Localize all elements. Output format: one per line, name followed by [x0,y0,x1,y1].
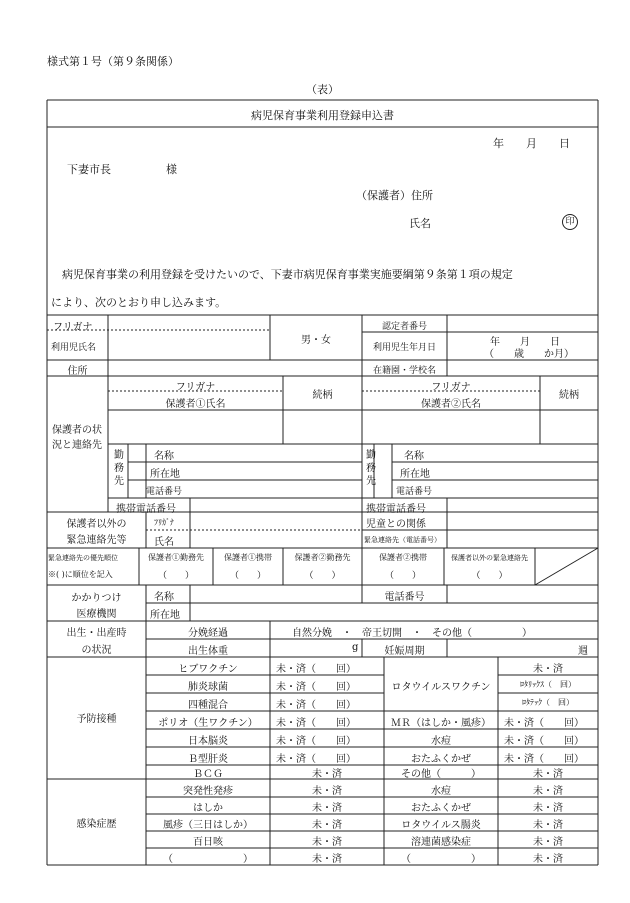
clinic-label-line1: かかりつけ [71,593,122,604]
vaccine-varicella: 水痘 [431,736,451,747]
clinic-name-label: 名称 [154,592,174,603]
child-address-label: 住所 [67,366,88,377]
cert-number-label: 認定者番号 [381,322,427,332]
guardian-address-label: （保護者）住所 [356,189,433,202]
vaccine-mr: ＭＲ（はしか・風疹） [391,718,491,729]
infection-roseola-status[interactable]: 未・済 [312,786,342,797]
vaccine-rota: ロタウイルスワクチン [391,682,491,693]
priority-item-guardian2-mobile: 保護者②携帯 [379,553,427,562]
application-body-line1: 病児保育事業の利用登録を受けたいので、下妻市病児保育事業実施要綱第９条第１項の規定 [51,268,513,281]
priority-paren-1[interactable]: （ ） [157,571,194,581]
infections-section-label: 感染症歴 [76,819,117,830]
child-sex[interactable]: 男・女 [301,335,331,346]
application-date: 年 月 日 [493,137,570,150]
emergency-furigana-label: ﾌﾘｶﾞﾅ [154,518,174,527]
guardian1-work-tel-label: 電話番号 [146,487,183,497]
priority-item-guardian2-work: 保護者②勤務先 [294,553,351,562]
infection-mumps-status[interactable]: 未・済 [533,803,563,814]
infection-rubella: 風疹（三日はしか） [163,820,253,831]
emergency-label-line2: 緊急連絡先等 [66,535,127,546]
infection-pertussis-status[interactable]: 未・済 [312,837,342,848]
infection-strep-status[interactable]: 未・済 [533,837,563,848]
vaccine-rotarix[interactable]: ﾛﾀﾘｯｸｽ（ 回） [520,680,576,689]
form-number: 様式第１号（第９条関係） [47,55,179,68]
gestation-unit: 週 [578,646,588,657]
guardian-section-label: 保護者の状況と連絡先 [52,425,102,451]
vaccine-varicella-status[interactable]: 未・済（ 回） [504,736,584,747]
child-birth-value[interactable]: 年 月 日 [490,337,560,348]
child-age-value[interactable]: （ 歳 か月） [484,349,574,360]
infection-varicella: 水痘 [431,786,451,797]
infection-strep: 溶連菌感染症 [411,837,471,848]
birth-label-line1: 出生・出産時 [66,628,127,639]
vaccine-hepb-status[interactable]: 未・済（ 回） [276,754,356,765]
vaccine-mr-status[interactable]: 未・済（ 回） [504,718,584,729]
vaccine-hepb: Ｂ型肝炎 [188,754,228,765]
vaccines-section-label: 予防接種 [76,714,117,725]
vaccine-rota-status[interactable]: 未・済 [533,664,563,675]
infection-rubella-status[interactable]: 未・済 [312,820,342,831]
birth-label-line2: の状況 [81,645,112,656]
guardian2-work-label: 勤務先 [366,450,376,487]
guardian2-work-tel-label: 電話番号 [396,487,433,497]
vaccine-polio: ポリオ（生ワクチン） [158,718,258,729]
vaccine-polio-status[interactable]: 未・済（ 回） [276,718,356,729]
infection-other-left[interactable]: （ ） [163,854,253,865]
guardian1-work-address-label: 所在地 [150,469,180,480]
vaccine-pneumococcal: 肺炎球菌 [188,682,228,693]
vaccine-pneumococcal-status[interactable]: 未・済（ 回） [276,682,356,693]
priority-paren-3[interactable]: （ ） [304,571,341,581]
vaccine-rotateq[interactable]: ﾛﾀﾃｯｸ（ 回） [522,698,574,707]
clinic-label-line2: 医療機関 [76,609,117,620]
infection-roseola: 突発性発疹 [183,786,233,797]
priority-label-line1: 緊急連絡先の優先順位 [48,554,118,562]
gestation-label: 妊娠周期 [384,646,425,657]
seal-mark: 印 [562,214,578,230]
guardian2-furigana-label: フリガナ [431,382,471,393]
birth-weight-label: 出生体重 [188,646,228,657]
guardian1-furigana-label: フリガナ [175,382,216,393]
vaccine-bcg: ＢＣＧ [193,769,223,780]
form-side: （表） [306,83,339,96]
school-label: 在籍園・学校名 [372,366,436,376]
infection-measles: はしか [193,803,223,814]
child-name-label: 利用児氏名 [51,343,97,353]
guardian2-relation-label: 続柄 [559,390,579,401]
guardian1-name-label: 保護者①氏名 [165,399,226,410]
infection-other-right-status[interactable]: 未・済 [533,854,563,865]
child-furigana-label: フリガナ [53,322,93,333]
vaccine-hib-status[interactable]: 未・済（ 回） [276,664,356,675]
vaccine-bcg-status[interactable]: 未・済 [312,769,342,780]
emergency-relation-label: 児童との関係 [366,519,426,530]
guardian2-work-name-label: 名称 [404,451,424,462]
vaccine-dtp-ipv: 四種混合 [188,700,228,711]
delivery-options[interactable]: 自然分娩 ・ 帝王切開 ・ その他（ ） [292,628,532,639]
vaccine-mumps: おたふくかぜ [411,754,471,765]
emergency-name-label: 氏名 [154,537,174,548]
clinic-tel-label: 電話番号 [384,592,425,603]
infection-pertussis: 百日咳 [193,837,223,848]
guardian2-mobile-label: 携帯電話番号 [366,504,426,515]
priority-paren-5[interactable]: （ ） [471,571,508,581]
application-body-line2: により、次のとおり申し込みます。 [51,296,227,309]
infection-mumps: おたふくかぜ [411,803,471,814]
priority-paren-2[interactable]: （ ） [229,571,266,581]
infection-rota-status[interactable]: 未・済 [533,820,563,831]
infection-other-left-status[interactable]: 未・済 [312,854,342,865]
addressee-honorific: 様 [166,163,177,176]
child-birth-label: 利用児生年月日 [372,343,436,353]
priority-item-other-contact: 保護者以外の緊急連絡先 [451,554,528,562]
infection-other-right[interactable]: （ ） [401,854,481,865]
guardian2-name-label: 保護者②氏名 [421,399,481,410]
guardian2-work-address-label: 所在地 [400,469,430,480]
delivery-label: 分娩経過 [188,628,228,639]
guardian1-mobile-label: 携帯電話番号 [116,504,176,515]
guardian1-work-name-label: 名称 [154,451,174,462]
infection-measles-status[interactable]: 未・済 [312,803,342,814]
vaccine-mumps-status[interactable]: 未・済（ 回） [504,754,584,765]
vaccine-je-status[interactable]: 未・済（ 回） [276,736,356,747]
vaccine-hib: ヒブワクチン [178,664,238,675]
guardian1-work-label: 勤務先 [114,450,124,487]
vaccine-je: 日本脳炎 [188,736,228,747]
emergency-label-line1: 保護者以外の [66,519,127,530]
guardian-name-label: 氏名 [409,217,431,230]
infection-varicella-status[interactable]: 未・済 [533,786,563,797]
guardian1-relation-label: 続柄 [312,390,333,401]
priority-item-guardian1-mobile: 保護者①携帯 [224,553,272,562]
infection-rota: ロタウイルス腸炎 [401,820,481,831]
priority-item-guardian1-work: 保護者①勤務先 [148,553,204,562]
birth-weight-unit: g [352,642,359,653]
vaccine-other-status[interactable]: 未・済 [533,769,563,780]
form-title: 病児保育事業利用登録申込書 [251,109,394,122]
priority-paren-4[interactable]: （ ） [384,571,421,581]
addressee: 下妻市長 [67,163,111,176]
clinic-address-label: 所在地 [150,610,180,621]
vaccine-dtp-ipv-status[interactable]: 未・済（ 回） [276,700,356,711]
priority-label-line2: ※( )に順位を記入 [48,570,113,579]
vaccine-other[interactable]: その他（ ） [401,769,481,780]
emergency-tel-label: 緊急連絡先（電話番号） [364,536,441,544]
